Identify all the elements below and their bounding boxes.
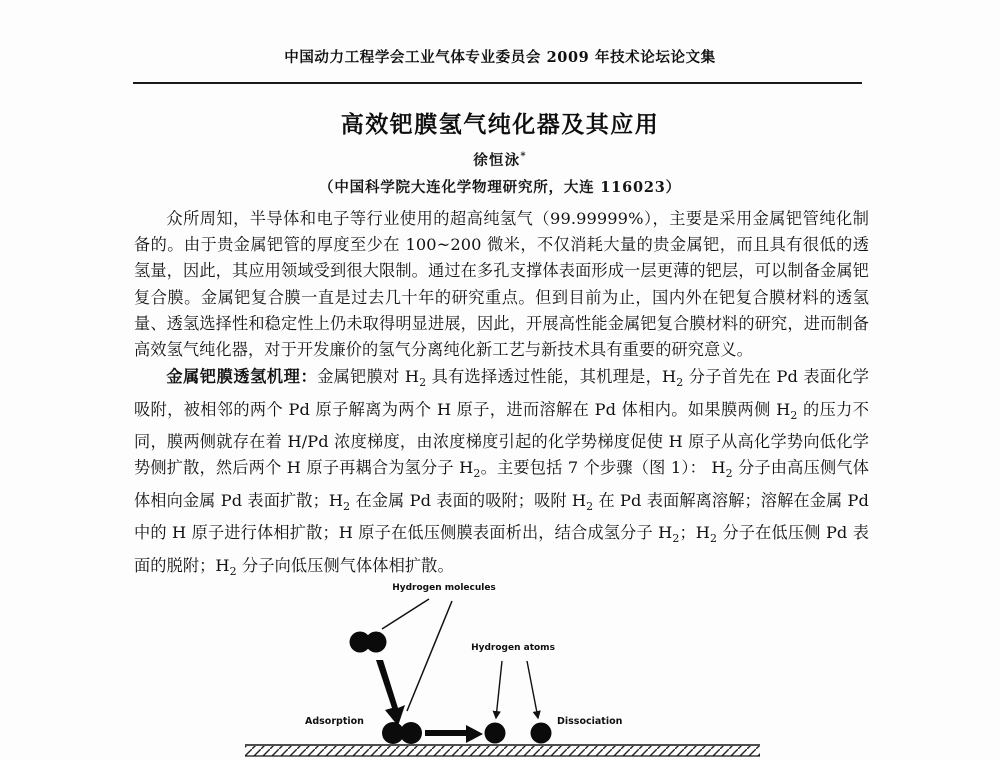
figure-adsorption-arrow [376,660,405,726]
p2-seg-11: 分子向低压侧气体体相扩散。 [236,555,454,575]
p2-sub-10: 2 [229,564,237,578]
figure-h2-molecule-adsorbed [382,722,422,744]
running-header [0,48,1000,68]
p2-sub-5: 2 [725,467,733,481]
paragraph-2 [134,364,869,585]
figure-dissociation-arrow [425,725,483,743]
figure-label-dissociation: Dissociation [557,716,623,727]
author-affiliation: （中国科学院大连化学物理研究所，大连 116023） [319,178,681,196]
title-block [0,110,1000,198]
body-text [134,206,869,585]
paragraph-1: 众所周知，半导体和电子等行业使用的超高纯氢气（99.99999%），主要是采用金属钯管纯化制备的。由于贵金属钯管的厚度至少在 100~200 微米，不仅消耗大量的贵金属钯，而且具有很低的透氢量，因此，其应用领域受到很大限制。通过在多孔支撑体表面形成一层更薄的钯层，可以制备金属钯复合膜。金属钯复合膜一直是过去几十年的研究重点。但到目前为止，国内外在钯复合膜材料的透氢量、透氢选择性和稳定性上仍未取得明显进展，因此，开展高性能金属钯复合膜材料的研究，进而制备高效氢气纯化器，对于开发廉价的氢气分离纯化新工艺与新技术具有重要的研究意义。 [134,209,869,360]
figure-leader-line-molecule-adsorbed [407,601,452,711]
figure-leader-line-molecule-gas [382,599,429,629]
p2-sub-3: 2 [790,408,798,422]
figure-membrane-surface [245,745,760,756]
p2-sub-1: 2 [419,376,427,390]
paragraph-2-lead-in: 金属钯膜透氢机理： [166,367,318,387]
author-label: 徐恒泳 [473,151,521,169]
figure-label-hydrogen-molecules: Hydrogen molecules [392,583,496,593]
p2-seg-7: 在金属 Pd 表面的吸附；吸附 H [350,490,587,510]
p2-seg-6: 分子由高压侧气体体相向金属 Pd 表面扩散；H [134,458,870,510]
figure-h2-molecule-gas [350,632,387,653]
p2-sub-8: 2 [672,532,680,546]
figure-leader-arrow-atom-left [496,661,502,718]
p2-seg-4: 的压力不同，膜两侧就存在着 H/Pd 浓度梯度，由浓度梯度引起的化学势梯度促使 H 原子从高化学势向低化学势侧扩散，然后两个 H 原子再耦合为氢分子 H [134,399,869,478]
p2-seg-9: ；H [679,523,711,543]
author-footnote-marker: * [520,151,527,162]
p2-sub-2: 2 [676,376,684,390]
p2-sub-9: 2 [710,532,718,546]
figure-leader-arrow-atom-right [527,661,538,718]
running-header-text: 中国动力工程学会工业气体专业委员会 2009 年技术论坛论文集 [284,49,716,66]
figure-label-hydrogen-atoms: Hydrogen atoms [471,643,555,653]
p2-sub-7: 2 [586,499,594,513]
author-name [0,147,1000,171]
p2-seg-2: 具有选择透过性能，其机理是，H [426,367,677,387]
header-divider-rule [133,82,862,84]
p2-seg-5: 。主要包括 7 个步骤（图 1）： H [480,458,726,478]
p2-sub-6: 2 [343,499,351,513]
figure-1-hydrogen-permeation-diagram [0,578,1000,760]
p2-seg-10: 分子在低压侧 Pd 表面的脱附；H [134,523,870,575]
figure-h-atom-left [485,723,506,744]
p2-seg-3: 分子首先在 Pd 表面化学吸附，被相邻的两个 Pd 原子解离为两个 H 原子，进而溶解在 Pd 体相内。如果膜两侧 H [134,367,869,419]
p2-sub-4: 2 [473,467,481,481]
p2-seg-8: 在 Pd 表面解离溶解；溶解在金属 Pd 中的 H 原子进行体相扩散；H 原子在低压侧膜表面析出，结合成氢分子 H [134,490,869,543]
page-title: 高效钯膜氢气纯化器及其应用 [340,111,660,138]
figure-label-adsorption: Adsorption [305,716,364,727]
figure-h-atom-right [531,723,552,744]
p2-seg-1: 金属钯膜对 H [317,367,420,387]
